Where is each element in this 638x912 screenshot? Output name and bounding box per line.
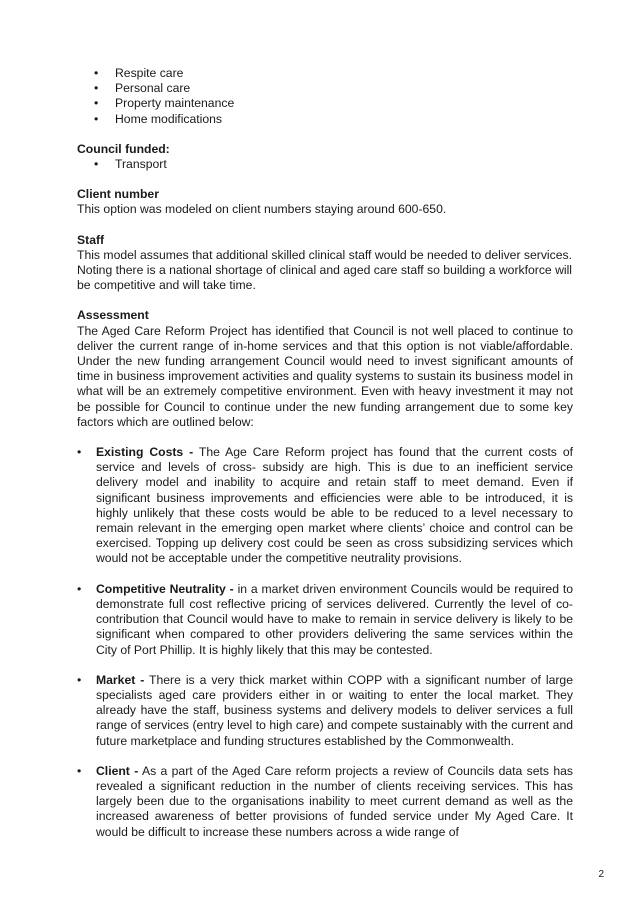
list-item: • Respite care xyxy=(77,66,573,81)
page-content xyxy=(77,66,573,840)
factors-list xyxy=(77,445,573,840)
factor-item xyxy=(77,673,573,749)
factor-item xyxy=(77,445,573,567)
client-number-text: This option was modeled on client numbers staying around 600-650. xyxy=(77,202,447,217)
assessment-text: The Aged Care Reform Project has identified that Council is not well placed to continue to deliver the current range of in-home services and that this option is not viable/affordable. Under the new funding arrangement Council would need to invest significant amounts of time in business improvement activities and quality systems to sustain its business model in what will be an extremely competitive environment. Even with heavy investment it may not be possible for Council to continue under the new funding arrangement due to some key factors which are outlined below: xyxy=(77,323,573,429)
factor-title: Market - xyxy=(96,672,145,687)
factor-text: The Age Care Reform project has found that the current costs of service and levels of cross- subsidy are high. This is due to an inefficient service delivery model and inability to acquire and retain staff to meet demand. Even if significant business improvements and efficiencies were able to be introduced, it is highly unlikely that these costs would be able to be reduced to a level necessary to remain relevant in the emerging open market where clients’ choice and control can be exercised. Topping up delivery cost could be seen as cross subsidizing services which would not be acceptable under the competitive neutrality provisions. xyxy=(96,445,573,566)
factor-item xyxy=(77,764,573,840)
factor-item xyxy=(77,582,573,658)
factor-title: Competitive Neutrality - xyxy=(96,581,234,596)
list-item: • Property maintenance xyxy=(77,96,573,111)
client-number-heading: Client number xyxy=(77,187,159,202)
factor-title: Client - xyxy=(96,763,139,778)
council-funded-heading: Council funded: xyxy=(77,141,170,156)
staff-heading: Staff xyxy=(77,232,105,247)
council-funded-list xyxy=(77,157,573,172)
list-item: • Transport xyxy=(77,157,573,172)
page-number: 2 xyxy=(598,869,604,880)
list-item: • Personal care xyxy=(77,81,573,96)
staff-text: This model assumes that additional skilled clinical staff would be needed to deliver services. Noting there is a national shortage of clinical and aged care staff so building a workforce will be competitive and will take time. xyxy=(77,247,573,293)
factor-text: in a market driven environment Councils would be required to demonstrate full cost reflective pricing of services delivered. Currently the level of co- contribution that Council would have to make to remain in service delivery is likely to be significant when compared to other providers delivering the same services within the City of Port Phillip. It is highly likely that this may be contested. xyxy=(96,581,573,657)
assessment-heading: Assessment xyxy=(77,308,149,323)
list-item: • Home modifications xyxy=(77,112,573,127)
services-list xyxy=(77,66,573,127)
factor-text: As a part of the Aged Care reform projects a review of Councils data sets has revealed a significant reduction in the number of clients receiving services. This has largely been due to the organisations inability to meet current demand as well as the increased awareness of better provisions of funded service under My Aged Care. It would be difficult to increase these numbers across a wide range of xyxy=(96,763,573,839)
factor-text: There is a very thick market within COPP with a significant number of large specialists aged care providers either in or waiting to enter the local market. They already have the staff, business systems and delivery models to deliver services a full range of services (entry level to high care) and compete sustainably with the current and future marketplace and funding structures established by the Commonwealth. xyxy=(96,672,573,748)
factor-title: Existing Costs - xyxy=(96,445,194,460)
